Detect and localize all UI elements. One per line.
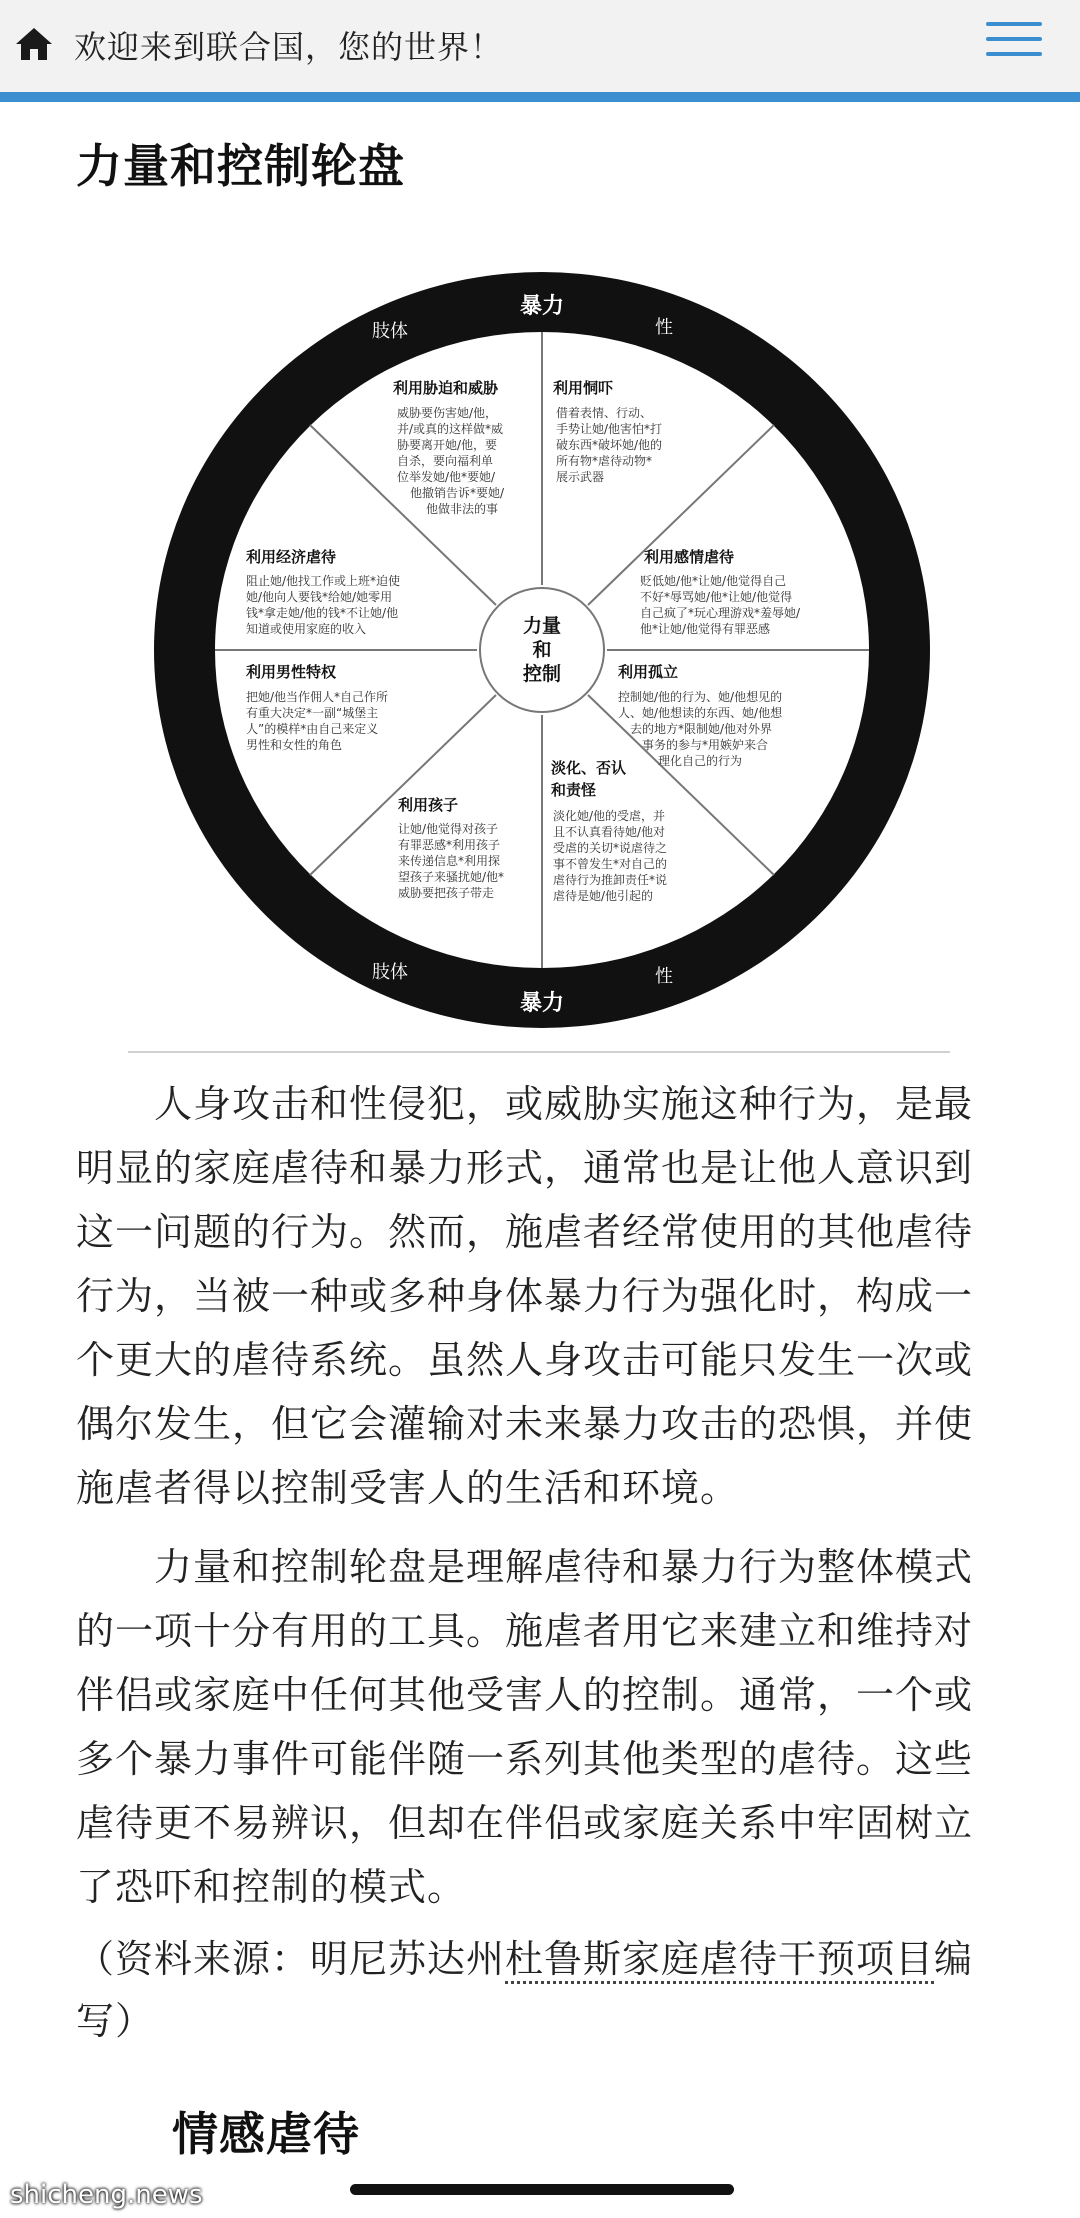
wheel-segment-line: 虐待行为推卸责任*说 [553, 873, 668, 887]
wheel-segment-line: 贬低她/他*让她/他觉得自己 [640, 574, 787, 588]
wheel-segment-line: 把她/他当作佣人*自己作所 [246, 690, 389, 704]
wheel-segment-line: 有重大决定*一副“城堡主 [246, 706, 379, 720]
wheel-segment-line: 事不曾发生*对自己的 [553, 857, 668, 871]
wheel-segment-line: 人、她/他想读的东西、她/他想 [618, 706, 783, 720]
wheel-segment-line: 虐待是她/他引起的 [553, 889, 654, 903]
wheel-center-line-2: 和 [532, 639, 552, 661]
hamburger-menu-icon[interactable] [986, 22, 1042, 64]
wheel-segment-line: 且不认真看待她/他对 [553, 825, 666, 839]
top-navigation-bar [0, 0, 1080, 92]
wheel-segment-line: 知道或使用家庭的收入 [246, 622, 367, 636]
wheel-segment-line: 威胁要伤害她/他， [397, 406, 498, 420]
wheel-segment-title: 利用恫吓 [553, 379, 614, 397]
wheel-segment-title: 利用男性特权 [246, 663, 337, 681]
wheel-segment-line: 望孩子来骚扰她/他* [398, 870, 505, 884]
wheel-segment-line: 男性和女性的角色 [246, 738, 343, 752]
wheel-segment-title: 和责怪 [551, 781, 597, 799]
wheel-segment-title: 利用经济虐待 [246, 548, 337, 566]
rim-label-violence-bottom: 暴力 [519, 991, 565, 1016]
wheel-segment-line: 手势让她/他害怕*打 [556, 422, 663, 436]
site-title[interactable]: 欢迎来到联合国，您的世界！ [74, 28, 504, 66]
wheel-segment-line: 淡化她/他的受虐，并 [553, 809, 666, 823]
wheel-segment-line: 威胁要把孩子带走 [398, 886, 495, 900]
home-indicator-bar[interactable] [350, 2184, 734, 2195]
article-paragraph: 力量和控制轮盘是理解虐待和暴力行为整体模式的一项十分有用的工具。施虐者用它来建立和维持对伴侣或家庭中任何其他受害人的控制。通常，一个或多个暴力事件可能伴随一系列其他类型的虐待。这些虐待更不易辨识，但却在伴侣或家庭关系中牢固树立了恐吓和控制的模式。 [76, 1545, 974, 1909]
wheel-segment-line: 他撤销告诉*要她/ [410, 486, 505, 500]
wheel-segment-line: 受虐的关切*说虐待之 [553, 841, 668, 855]
rim-label-sex-bottom: 性 [655, 966, 673, 987]
rim-label-violence-top: 暴力 [519, 294, 565, 319]
source-suffix: 编写） [76, 1937, 974, 2043]
rim-label-body-bottom: 肢体 [372, 962, 408, 983]
header-accent-bar [0, 92, 1080, 102]
wheel-segment-line: 来传递信息*利用探 [398, 854, 501, 868]
wheel-segment-line: 不好*辱骂她/他*让她/他觉得 [640, 590, 793, 604]
page-title: 力量和控制轮盘 [76, 139, 405, 193]
wheel-segment-line: 所有物*虐待动物* [556, 454, 653, 468]
wheel-segment-line: 让她/他觉得对孩子 [398, 822, 499, 836]
wheel-segment-line: 事务的参与*用嫉妒来合 [642, 738, 769, 752]
wheel-segment-title: 利用孤立 [618, 663, 679, 681]
figure-divider [128, 1051, 950, 1053]
source-link[interactable]: 杜鲁斯家庭虐待干预项目 [505, 1937, 934, 1984]
wheel-segment-line: 胁要离开她/他，要 [397, 438, 498, 452]
wheel-segment-title: 利用感情虐待 [644, 548, 735, 566]
wheel-segment-line: 控制她/他的行为、她/他想见的 [618, 690, 783, 704]
wheel-segment-line: 她/他向人要钱*给她/她零用 [246, 590, 393, 604]
wheel-segment-line: 钱*拿走她/他的钱*不让她/他 [246, 606, 399, 620]
wheel-segment-title: 利用孩子 [398, 796, 459, 814]
wheel-segment-line: 并/或真的这样做*威 [397, 422, 504, 436]
watermark: shicheng.news [10, 2180, 203, 2210]
wheel-segment-line: 理化自己的行为 [658, 754, 743, 768]
wheel-segment-line: 借着表情、行动、 [556, 406, 653, 420]
article-paragraph: 人身攻击和性侵犯，或威胁实施这种行为，是最明显的家庭虐待和暴力形式，通常也是让他人意识到这一问题的行为。然而，施虐者经常使用的其他虐待行为，当被一种或多种身体暴力行为强化时，构成一个更大的虐待系统。虽然人身攻击可能只发生一次或偶尔发生，但它会灌输对未来暴力攻击的恐惧，并使施虐者得以控制受害人的生活和环境。 [76, 1082, 974, 1510]
wheel-segment-title: 利用胁迫和威胁 [393, 379, 499, 397]
wheel-segment-line: 他*让她/他觉得有罪恶感 [640, 622, 771, 636]
source-prefix: （资料来源：明尼苏达州 [76, 1937, 506, 1981]
section-title: 情感虐待 [172, 2107, 360, 2161]
wheel-segment-line: 自杀，要向福利单 [397, 454, 494, 468]
wheel-segment-line: 他做非法的事 [426, 502, 499, 516]
power-control-wheel-diagram [140, 265, 940, 1045]
wheel-segment-line: 展示武器 [556, 470, 605, 484]
wheel-segment-line: 有罪恶感*利用孩子 [398, 838, 501, 852]
wheel-segment-line: 去的地方*限制她/他对外界 [630, 722, 773, 736]
rim-label-sex-top: 性 [655, 317, 673, 338]
wheel-segment-line: 位举发她/他*要她/ [397, 470, 496, 484]
wheel-center-line-3: 控制 [522, 663, 562, 685]
wheel-center-line-1: 力量 [522, 615, 562, 637]
wheel-segment-line: 人”的模样*由自己来定义 [246, 722, 379, 736]
rim-label-body-top: 肢体 [372, 321, 408, 342]
wheel-segment-line: 阻止她/他找工作或上班*迫使 [246, 574, 401, 588]
wheel-segment-line: 破东西*破坏她/他的 [556, 438, 663, 452]
wheel-segment-title: 淡化、否认 [551, 759, 627, 777]
source-citation [76, 1928, 1006, 2052]
home-icon[interactable] [14, 24, 54, 64]
wheel-segment-line: 自己疯了*玩心理游戏*羞辱她/ [640, 606, 801, 620]
